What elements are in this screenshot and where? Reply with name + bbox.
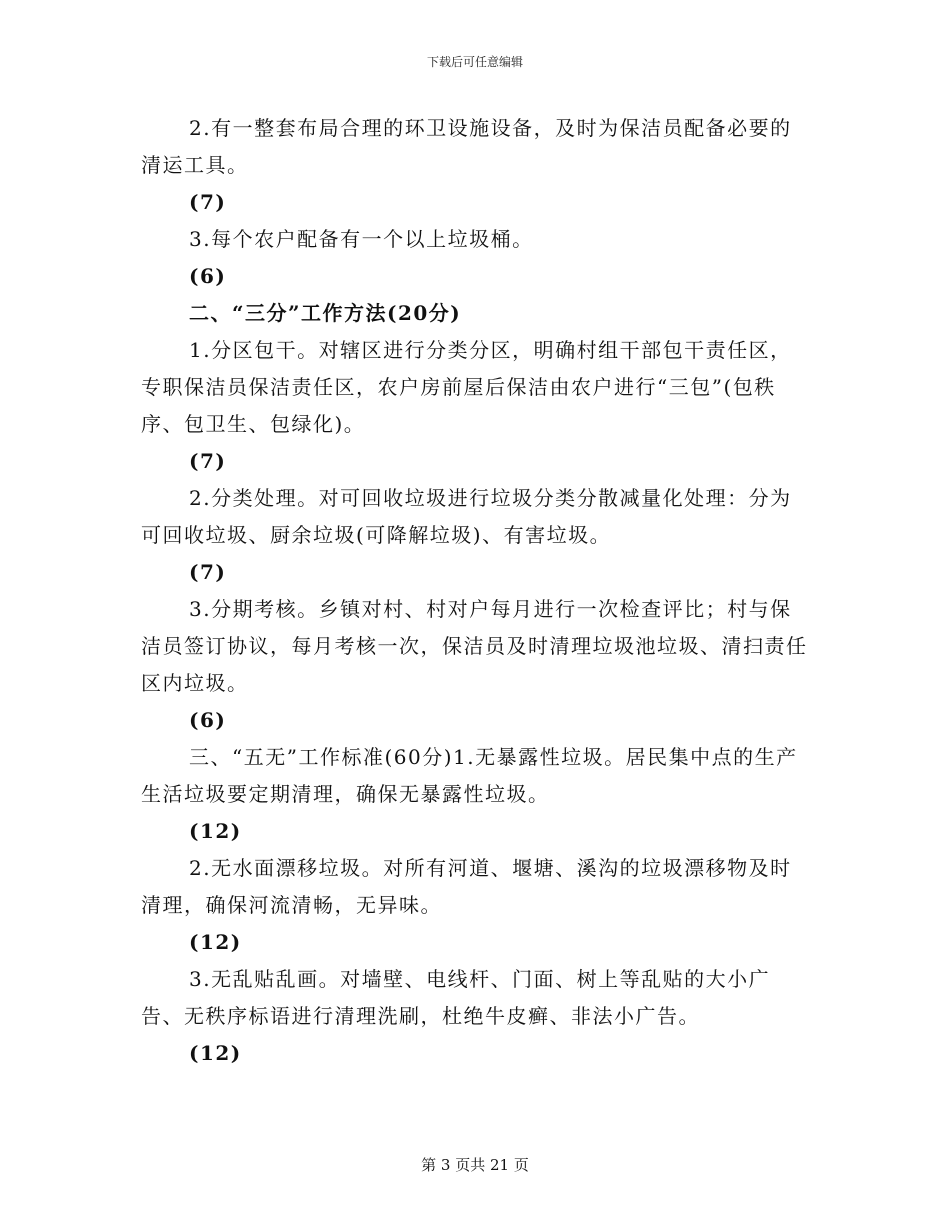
score-line: (7) (189, 449, 227, 473)
score-line: (12) (189, 1041, 242, 1065)
paragraph-item: 2.分类处理。对可回收垃圾进行垃圾分类分散减量化处理：分为可回收垃圾、厨余垃圾(可降解垃圾)、有害垃圾。 (141, 486, 792, 547)
paragraph-item: 1.分区包干。对辖区进行分类分区，明确村组干部包干责任区，专职保洁员保洁责任区，农户房前屋后保洁由农户进行“三包”(包秩序、包卫生、包绿化)。 (141, 338, 792, 436)
section-heading: 二、“三分”工作方法(20分) (189, 301, 462, 325)
paragraph-item: 3.无乱贴乱画。对墙壁、电线杆、门面、树上等乱贴的大小广告、无秩序标语进行清理洗刷，杜绝牛皮癣、非法小广告。 (141, 967, 771, 1028)
document-body (141, 110, 813, 1072)
page-number: 第 3 页共 21 页 (421, 1156, 529, 1174)
score-line: (7) (189, 190, 227, 214)
paragraph-item: 2.无水面漂移垃圾。对所有河道、堰塘、溪沟的垃圾漂移物及时清理，确保河流清畅，无异味。 (141, 856, 792, 917)
paragraph-item: 2.有一整套布局合理的环卫设施设备，及时为保洁员配备必要的清运工具。 (141, 116, 792, 177)
score-line: (6) (189, 264, 227, 288)
score-line: (7) (189, 560, 227, 584)
paragraph-item: 三、“五无”工作标准(60分)1.无暴露性垃圾。居民集中点的生产生活垃圾要定期清理，确保无暴露性垃圾。 (141, 745, 798, 806)
score-line: (12) (189, 819, 242, 843)
score-line: (12) (189, 930, 242, 954)
score-line: (6) (189, 708, 227, 732)
paragraph-item: 3.分期考核。乡镇对村、村对户每月进行一次检查评比；村与保洁员签订协议，每月考核一次，保洁员及时清理垃圾池垃圾、清扫责任区内垃圾。 (141, 597, 808, 695)
page-header-note: 下载后可任意编辑 (426, 55, 523, 69)
paragraph-item: 3.每个农户配备有一个以上垃圾桶。 (189, 227, 534, 251)
